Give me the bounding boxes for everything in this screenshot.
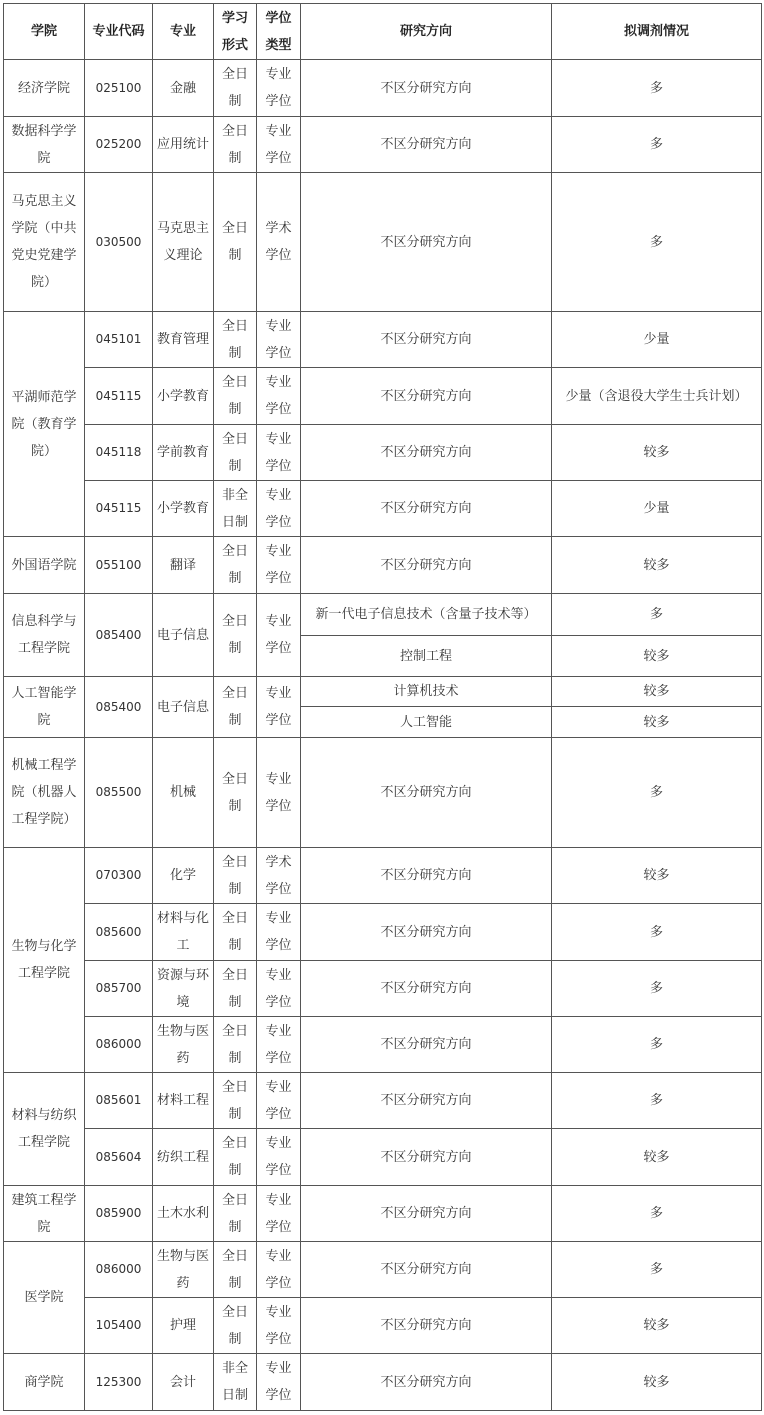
degree-cell: 专业学位 [257, 60, 301, 117]
table-row [4, 1017, 762, 1073]
table-row [4, 425, 762, 481]
direction-cell: 不区分研究方向 [301, 117, 552, 173]
form-cell: 全日制 [214, 677, 257, 738]
situation-cell: 较多 [552, 677, 762, 707]
situation-cell: 多 [552, 1073, 762, 1129]
major-cell: 纺织工程 [153, 1129, 214, 1186]
code-cell: 086000 [85, 1017, 153, 1073]
situation-cell: 少量 [552, 481, 762, 537]
major-cell: 小学教育 [153, 481, 214, 537]
major-cell: 电子信息 [153, 677, 214, 738]
code-cell: 030500 [85, 173, 153, 312]
major-cell: 应用统计 [153, 117, 214, 173]
table-row [4, 848, 762, 904]
direction-cell: 不区分研究方向 [301, 1073, 552, 1129]
situation-cell: 多 [552, 117, 762, 173]
direction-cell: 不区分研究方向 [301, 961, 552, 1017]
table-row [4, 677, 762, 707]
table-row [4, 173, 762, 312]
direction-cell: 不区分研究方向 [301, 1298, 552, 1354]
table-row [4, 312, 762, 368]
college-cell: 机械工程学院（机器人工程学院） [4, 738, 85, 848]
code-cell: 125300 [85, 1354, 153, 1411]
table-row [4, 1129, 762, 1186]
degree-cell: 专业学位 [257, 1298, 301, 1354]
major-cell: 化学 [153, 848, 214, 904]
direction-cell: 不区分研究方向 [301, 1017, 552, 1073]
code-cell: 045115 [85, 481, 153, 537]
situation-cell: 多 [552, 904, 762, 961]
degree-cell: 专业学位 [257, 312, 301, 368]
direction-cell: 不区分研究方向 [301, 738, 552, 848]
degree-cell: 专业学位 [257, 738, 301, 848]
degree-cell: 学术学位 [257, 173, 301, 312]
adjustment-table [3, 3, 762, 1411]
direction-cell: 不区分研究方向 [301, 1186, 552, 1242]
form-cell: 全日制 [214, 1242, 257, 1298]
direction-cell: 不区分研究方向 [301, 1242, 552, 1298]
situation-cell: 多 [552, 1186, 762, 1242]
major-cell: 小学教育 [153, 368, 214, 425]
form-cell: 全日制 [214, 904, 257, 961]
degree-cell: 专业学位 [257, 425, 301, 481]
header-form: 学习形式 [214, 4, 257, 60]
table-row [4, 961, 762, 1017]
situation-cell: 少量 [552, 312, 762, 368]
degree-cell: 专业学位 [257, 117, 301, 173]
major-cell: 学前教育 [153, 425, 214, 481]
situation-cell: 较多 [552, 425, 762, 481]
major-cell: 金融 [153, 60, 214, 117]
header-row [4, 4, 762, 60]
form-cell: 全日制 [214, 173, 257, 312]
degree-cell: 专业学位 [257, 1073, 301, 1129]
college-cell: 生物与化学工程学院 [4, 848, 85, 1073]
major-cell: 资源与环境 [153, 961, 214, 1017]
college-cell: 信息科学与工程学院 [4, 594, 85, 677]
situation-cell: 少量（含退役大学生士兵计划） [552, 368, 762, 425]
situation-cell: 较多 [552, 537, 762, 594]
major-cell: 生物与医药 [153, 1242, 214, 1298]
form-cell: 全日制 [214, 425, 257, 481]
direction-cell: 不区分研究方向 [301, 173, 552, 312]
college-cell: 平湖师范学院（教育学院） [4, 312, 85, 537]
direction-cell: 不区分研究方向 [301, 537, 552, 594]
degree-cell: 专业学位 [257, 594, 301, 677]
table-row [4, 481, 762, 537]
college-cell: 经济学院 [4, 60, 85, 117]
situation-cell: 较多 [552, 707, 762, 738]
table-row [4, 60, 762, 117]
situation-cell: 较多 [552, 1298, 762, 1354]
code-cell: 085900 [85, 1186, 153, 1242]
direction-cell: 不区分研究方向 [301, 481, 552, 537]
situation-cell: 多 [552, 173, 762, 312]
form-cell: 全日制 [214, 537, 257, 594]
major-cell: 土木水利 [153, 1186, 214, 1242]
college-cell: 数据科学学院 [4, 117, 85, 173]
major-cell: 生物与医药 [153, 1017, 214, 1073]
major-cell: 材料工程 [153, 1073, 214, 1129]
situation-cell: 多 [552, 961, 762, 1017]
form-cell: 全日制 [214, 117, 257, 173]
code-cell: 085600 [85, 904, 153, 961]
degree-cell: 专业学位 [257, 961, 301, 1017]
header-major: 专业 [153, 4, 214, 60]
code-cell: 045101 [85, 312, 153, 368]
form-cell: 全日制 [214, 1298, 257, 1354]
degree-cell: 专业学位 [257, 1242, 301, 1298]
degree-cell: 专业学位 [257, 904, 301, 961]
college-cell: 材料与纺织工程学院 [4, 1073, 85, 1186]
direction-cell: 不区分研究方向 [301, 848, 552, 904]
form-cell: 全日制 [214, 848, 257, 904]
direction-cell: 新一代电子信息技术（含量子技术等） [301, 594, 552, 636]
direction-cell: 不区分研究方向 [301, 312, 552, 368]
situation-cell: 较多 [552, 636, 762, 677]
code-cell: 055100 [85, 537, 153, 594]
direction-cell: 不区分研究方向 [301, 60, 552, 117]
situation-cell: 较多 [552, 848, 762, 904]
form-cell: 全日制 [214, 60, 257, 117]
direction-cell: 不区分研究方向 [301, 904, 552, 961]
direction-cell: 不区分研究方向 [301, 425, 552, 481]
major-cell: 翻译 [153, 537, 214, 594]
code-cell: 045115 [85, 368, 153, 425]
header-degree: 学位类型 [257, 4, 301, 60]
situation-cell: 多 [552, 594, 762, 636]
code-cell: 085700 [85, 961, 153, 1017]
code-cell: 085601 [85, 1073, 153, 1129]
degree-cell: 专业学位 [257, 481, 301, 537]
table-row [4, 1073, 762, 1129]
form-cell: 全日制 [214, 594, 257, 677]
header-direction: 研究方向 [301, 4, 552, 60]
table-row [4, 904, 762, 961]
degree-cell: 专业学位 [257, 1186, 301, 1242]
form-cell: 全日制 [214, 738, 257, 848]
form-cell: 全日制 [214, 312, 257, 368]
form-cell: 全日制 [214, 961, 257, 1017]
table-row [4, 1354, 762, 1411]
code-cell: 045118 [85, 425, 153, 481]
direction-cell: 人工智能 [301, 707, 552, 738]
college-cell: 商学院 [4, 1354, 85, 1411]
situation-cell: 多 [552, 738, 762, 848]
major-cell: 护理 [153, 1298, 214, 1354]
header-college: 学院 [4, 4, 85, 60]
major-cell: 会计 [153, 1354, 214, 1411]
major-cell: 教育管理 [153, 312, 214, 368]
situation-cell: 多 [552, 1242, 762, 1298]
table-row [4, 1242, 762, 1298]
table-row [4, 537, 762, 594]
degree-cell: 专业学位 [257, 537, 301, 594]
situation-cell: 较多 [552, 1129, 762, 1186]
form-cell: 非全日制 [214, 1354, 257, 1411]
direction-cell: 计算机技术 [301, 677, 552, 707]
college-cell: 外国语学院 [4, 537, 85, 594]
direction-cell: 不区分研究方向 [301, 1129, 552, 1186]
table-row [4, 1298, 762, 1354]
code-cell: 070300 [85, 848, 153, 904]
college-cell: 建筑工程学院 [4, 1186, 85, 1242]
college-cell: 人工智能学院 [4, 677, 85, 738]
code-cell: 085604 [85, 1129, 153, 1186]
major-cell: 马克思主义理论 [153, 173, 214, 312]
form-cell: 非全日制 [214, 481, 257, 537]
degree-cell: 专业学位 [257, 1017, 301, 1073]
header-code: 专业代码 [85, 4, 153, 60]
form-cell: 全日制 [214, 368, 257, 425]
degree-cell: 专业学位 [257, 1129, 301, 1186]
direction-cell: 不区分研究方向 [301, 1354, 552, 1411]
code-cell: 105400 [85, 1298, 153, 1354]
situation-cell: 较多 [552, 1354, 762, 1411]
form-cell: 全日制 [214, 1073, 257, 1129]
code-cell: 085400 [85, 677, 153, 738]
table-row [4, 1186, 762, 1242]
form-cell: 全日制 [214, 1129, 257, 1186]
college-cell: 医学院 [4, 1242, 85, 1354]
code-cell: 025200 [85, 117, 153, 173]
form-cell: 全日制 [214, 1017, 257, 1073]
code-cell: 085500 [85, 738, 153, 848]
college-cell: 马克思主义学院（中共党史党建学院） [4, 173, 85, 312]
degree-cell: 专业学位 [257, 677, 301, 738]
table-row [4, 117, 762, 173]
table-row [4, 594, 762, 636]
header-situation: 拟调剂情况 [552, 4, 762, 60]
degree-cell: 学术学位 [257, 848, 301, 904]
code-cell: 085400 [85, 594, 153, 677]
table-row [4, 738, 762, 848]
direction-cell: 不区分研究方向 [301, 368, 552, 425]
direction-cell: 控制工程 [301, 636, 552, 677]
major-cell: 材料与化工 [153, 904, 214, 961]
major-cell: 电子信息 [153, 594, 214, 677]
code-cell: 025100 [85, 60, 153, 117]
table-row [4, 368, 762, 425]
situation-cell: 多 [552, 1017, 762, 1073]
form-cell: 全日制 [214, 1186, 257, 1242]
code-cell: 086000 [85, 1242, 153, 1298]
major-cell: 机械 [153, 738, 214, 848]
situation-cell: 多 [552, 60, 762, 117]
degree-cell: 专业学位 [257, 368, 301, 425]
degree-cell: 专业学位 [257, 1354, 301, 1411]
